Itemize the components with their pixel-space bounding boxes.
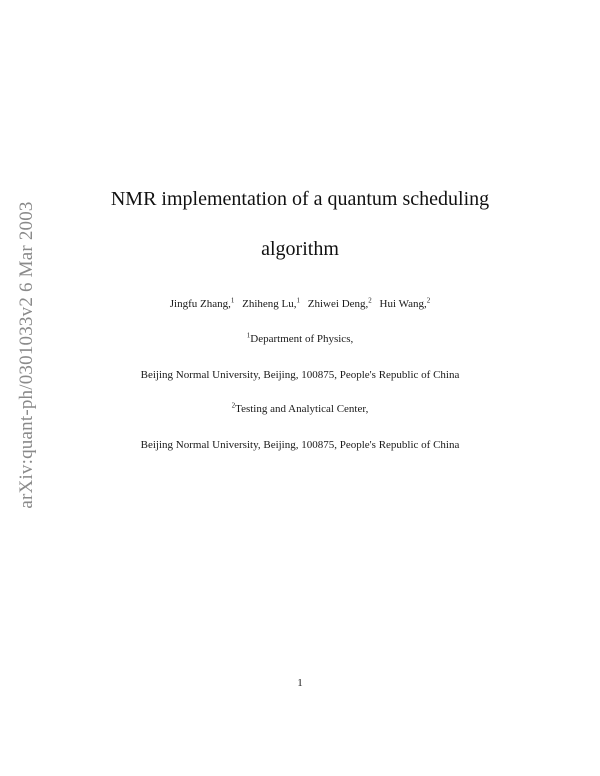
author-2 [242, 298, 300, 310]
department-name: Testing and Analytical Center, [235, 403, 369, 415]
author-name: Jingfu Zhang, [169, 298, 231, 310]
author-affiliation-mark: 1 [230, 296, 235, 305]
affiliation-1-address: Beijing Normal University, Beijing, 100875, People's Republic of China [140, 369, 460, 381]
author-1 [170, 298, 235, 310]
affiliation-mark: 2 [231, 401, 236, 410]
author-affiliation-mark: 1 [296, 296, 301, 305]
author-affiliation-mark: 2 [368, 296, 372, 305]
author-3 [308, 298, 372, 310]
affiliation-2-address: Beijing Normal University, Beijing, 100875, People's Republic of China [140, 439, 460, 451]
author-affiliation-mark: 2 [426, 296, 431, 305]
author-4 [380, 298, 431, 310]
affiliation-mark: 1 [246, 331, 251, 340]
arxiv-identifier-stamp: arXiv:quant-ph/0301033v2 6 Mar 2003 [16, 201, 37, 509]
author-name: Zhiheng Lu, [242, 298, 297, 310]
author-name: Zhiwei Deng, [307, 298, 369, 310]
paper-title-line-1: NMR implementation of a quantum scheduling [110, 188, 490, 210]
author-name: Hui Wang, [379, 298, 427, 310]
paper-title-line-2: algorithm [261, 238, 339, 260]
author-list [0, 298, 600, 310]
page-number: 1 [297, 677, 303, 689]
affiliation-1-department [0, 333, 600, 345]
affiliation-2-department [0, 403, 600, 415]
department-name: Department of Physics, [250, 333, 354, 345]
